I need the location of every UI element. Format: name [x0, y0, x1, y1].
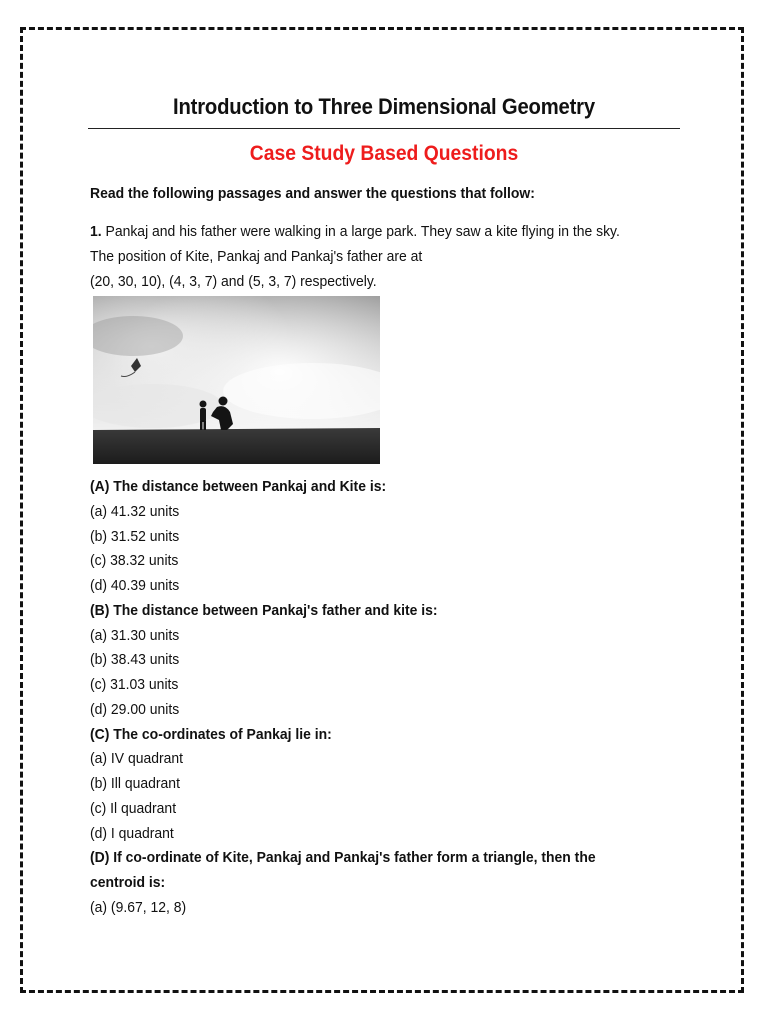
- option: (c) Il quadrant: [90, 799, 177, 817]
- question-b: (B) The distance between Pankaj's father and kite is:: [90, 601, 438, 619]
- passage-line-2: The position of Kite, Pankaj and Pankaj's father are at: [90, 248, 423, 265]
- option: (d) I quadrant: [90, 824, 174, 842]
- option: (c) 31.03 units: [90, 676, 179, 693]
- option: (a) (9.67, 12, 8): [90, 898, 187, 916]
- page-title: Introduction to Three Dimensional Geometry: [173, 94, 595, 119]
- option: (c) 38.32 units: [90, 552, 179, 570]
- questions-list: [90, 475, 690, 921]
- option: (d) 29.00 units: [90, 700, 180, 718]
- question-d-line-2: centroid is:: [90, 874, 166, 891]
- option: (b) 38.43 units: [90, 651, 180, 669]
- section-subtitle: Case Study Based Questions: [249, 142, 519, 165]
- option: (b) 31.52 units: [90, 527, 180, 545]
- kite-photo: [93, 296, 380, 464]
- title-underline: [88, 128, 680, 129]
- option: (b) Ill quadrant: [90, 775, 180, 792]
- option: (a) 31.30 units: [90, 626, 180, 644]
- passage-line-1: 1. Pankaj and his father were walking in a large park. They saw a kite flying in the sky.: [90, 223, 620, 240]
- question-d-line-1: (D) If co-ordinate of Kite, Pankaj and Pankaj's father form a triangle, then the: [90, 849, 596, 867]
- instructions-text: Read the following passages and answer the questions that follow:: [90, 185, 535, 202]
- option: (d) 40.39 units: [90, 577, 180, 594]
- question-c: (C) The co-ordinates of Pankaj lie in:: [90, 725, 332, 743]
- option: (a) 41.32 units: [90, 502, 180, 520]
- option: (a) IV quadrant: [90, 750, 184, 768]
- passage: [90, 219, 690, 294]
- question-a: (A) The distance between Pankaj and Kite is:: [90, 478, 387, 495]
- question-number: 1.: [90, 223, 102, 240]
- passage-line-3: (20, 30, 10), (4, 3, 7) and (5, 3, 7) respectively.: [90, 273, 377, 290]
